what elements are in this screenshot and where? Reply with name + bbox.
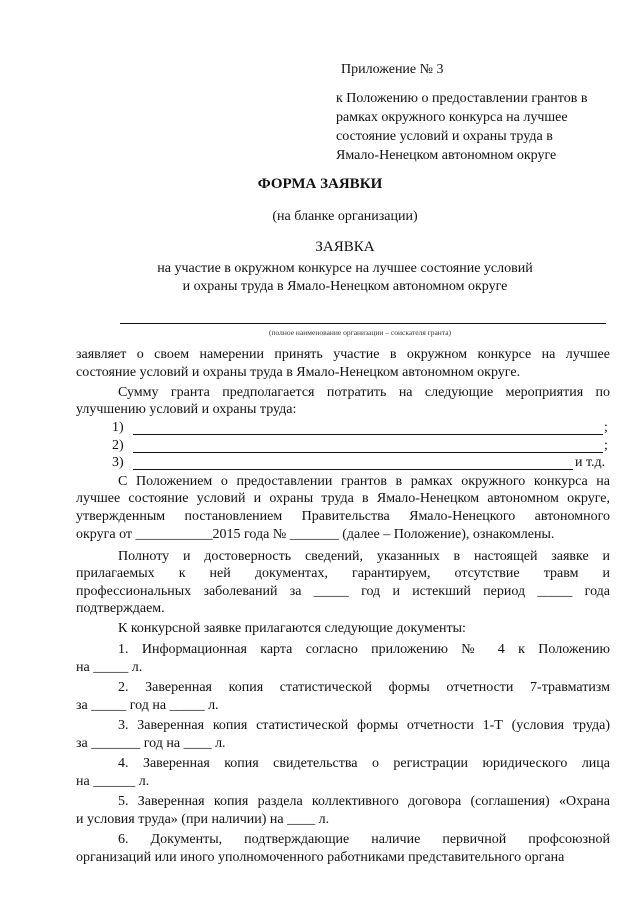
annex-ref-line-1: к Положению о предоставлении грантов в <box>336 91 588 106</box>
doc-5-line-2: и условия труда» (при наличии) на ____ л. <box>76 812 330 827</box>
doc-3-line-2: за _______ год на ____ л. <box>76 736 226 751</box>
grant-line-1: Сумму гранта предполагается потратить на следующие мероприятия по <box>118 385 610 400</box>
annex-number: Приложение № 3 <box>341 62 444 77</box>
completeness-line-3: профессиональных заболеваний за _____ год и истекший период _____ года <box>76 584 610 599</box>
item-3-end: и т.д. <box>575 455 606 470</box>
doc-6-line-2: организаций или иного уполномоченного работниками представительного органа <box>76 850 565 865</box>
doc-1-line-2: на _____ л. <box>76 660 143 675</box>
item-3-number: 3) <box>112 455 124 470</box>
acquaint-line-2: лучшее состояние условий и охраны труда в Ямало-Ненецком автономном округе, <box>76 491 610 506</box>
item-2-line <box>133 452 603 453</box>
org-name-line <box>120 323 606 324</box>
application-subtitle-1: на участие в окружном конкурсе на лучшее состояние условий <box>157 261 533 276</box>
intro-line-1: заявляет о своем намерении принять участие в окружном конкурсе на лучшее <box>76 347 610 362</box>
completeness-line-1: Полноту и достоверность сведений, указанных в настоящей заявке и <box>118 549 610 564</box>
intro-line-2: состояние условий и охраны труда в Ямало-Ненецком автономном округе. <box>76 365 521 380</box>
doc-6-line-1: 6. Документы, подтверждающие наличие первичной профсоюзной <box>118 832 610 847</box>
annex-ref-line-4: Ямало-Ненецком автономном округе <box>336 148 557 163</box>
application-subtitle-2: и охраны труда в Ямало-Ненецком автономном округе <box>182 279 508 294</box>
grant-line-2: улучшению условий и охраны труда: <box>76 402 297 417</box>
application-title: ЗАЯВКА <box>315 239 375 255</box>
form-title: ФОРМА ЗАЯВКИ <box>257 176 383 192</box>
annex-ref-line-2: рамках окружного конкурса на лучшее <box>336 110 568 125</box>
annex-ref-line-3: состояние условий и охраны труда в <box>336 129 553 144</box>
doc-2-line-1: 2. Заверенная копия статистической формы отчетности 7-травматизм <box>118 680 610 695</box>
completeness-line-4: подтверждаем. <box>76 601 165 616</box>
item-2-number: 2) <box>112 438 124 453</box>
doc-4-line-2: на ______ л. <box>76 774 150 789</box>
doc-3-line-1: 3. Заверенная копия статистической формы отчетности 1-Т (условия труда) <box>118 718 610 733</box>
doc-1-line-1: 1. Информационная карта согласно приложению № 4 к Положению <box>118 642 610 657</box>
item-1-end: ; <box>604 420 608 435</box>
item-1-line <box>133 434 603 435</box>
docs-intro: К конкурсной заявке прилагаются следующие документы: <box>118 621 466 636</box>
item-2-end: ; <box>604 438 608 453</box>
item-3-line <box>133 469 573 470</box>
acquaint-line-3: утвержденным постановлением Правительства Ямало-Ненецкого автономного <box>76 509 610 524</box>
doc-2-line-2: за _____ год на _____ л. <box>76 698 219 713</box>
item-1-number: 1) <box>112 420 124 435</box>
acquaint-line-4: округа от ___________2015 года № _______ (далее – Положение), ознакомлены. <box>76 527 555 542</box>
doc-4-line-1: 4. Заверенная копия свидетельства о регистрации юридического лица <box>118 756 610 771</box>
org-name-caption: (полное наименование организации – соискателя гранта) <box>268 328 452 337</box>
doc-5-line-1: 5. Заверенная копия раздела коллективного договора (соглашения) «Охрана <box>118 794 610 809</box>
acquaint-line-1: С Положением о предоставлении грантов в рамках окружного конкурса на <box>118 474 610 489</box>
form-note: (на бланке организации) <box>272 209 418 224</box>
completeness-line-2: прилагаемых к ней документах, гарантируем, отсутствие травм и <box>76 566 610 581</box>
